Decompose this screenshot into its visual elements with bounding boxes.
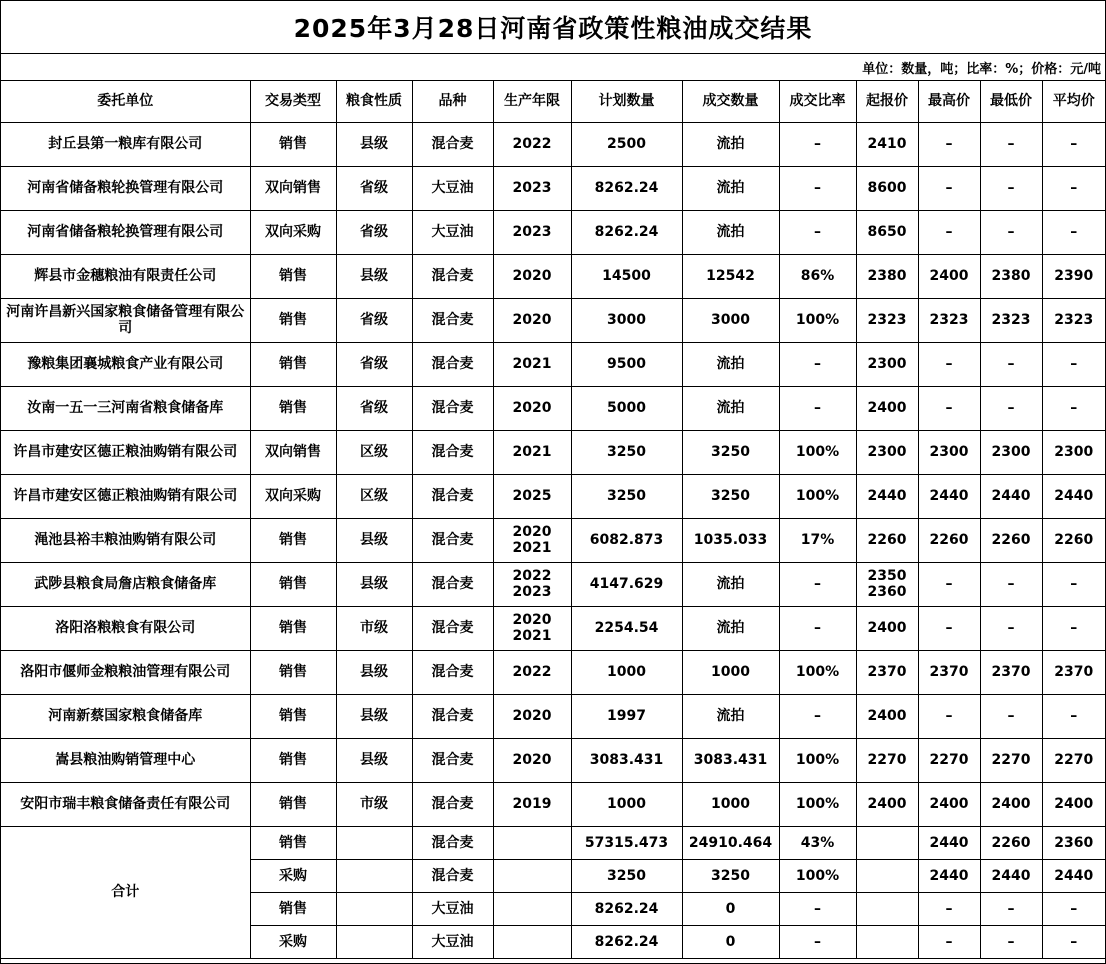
average-price-cell: – [1042, 562, 1105, 606]
grain-nature-cell: 省级 [336, 166, 412, 210]
deal-ratio-cell: – [779, 386, 856, 430]
starting-price-cell: 2400 [856, 606, 918, 650]
grain-nature-cell [336, 892, 412, 925]
average-price-cell: – [1042, 925, 1105, 958]
deal-ratio-cell: 17% [779, 518, 856, 562]
average-price-cell: – [1042, 342, 1105, 386]
trade-type-cell: 销售 [250, 738, 336, 782]
grain-nature-cell [336, 826, 412, 859]
deal-ratio-cell: – [779, 342, 856, 386]
trade-type-cell: 采购 [250, 859, 336, 892]
highest-price-cell: – [918, 925, 980, 958]
deal-ratio-cell: – [779, 122, 856, 166]
deal-ratio-cell: 100% [779, 650, 856, 694]
starting-price-cell: 2323 [856, 298, 918, 342]
lowest-price-cell: – [980, 925, 1042, 958]
average-price-cell: 2323 [1042, 298, 1105, 342]
table-row [1, 694, 1105, 738]
production-year-cell-line-2: 2021 [512, 540, 552, 556]
variety-cell: 混合麦 [412, 342, 493, 386]
starting-price-cell [856, 925, 918, 958]
highest-price-cell: – [918, 210, 980, 254]
lowest-price-cell: – [980, 694, 1042, 738]
highest-price-cell: 2440 [918, 474, 980, 518]
lowest-price-cell: – [980, 606, 1042, 650]
header-cell: 品种 [412, 81, 493, 122]
grain-nature-cell: 市级 [336, 782, 412, 826]
highest-price-cell: 2400 [918, 782, 980, 826]
variety-cell: 混合麦 [412, 694, 493, 738]
deal-ratio-cell: – [779, 925, 856, 958]
deal-ratio-cell: 86% [779, 254, 856, 298]
deal-quantity-cell: 1000 [682, 782, 779, 826]
trade-type-cell: 双向销售 [250, 430, 336, 474]
planned-quantity-cell: 1000 [571, 782, 682, 826]
entrusting-unit-cell: 渑池县裕丰粮油购销有限公司 [1, 518, 250, 562]
entrusting-unit-cell: 许昌市建安区德正粮油购销有限公司 [1, 474, 250, 518]
average-price-cell: – [1042, 892, 1105, 925]
planned-quantity-cell: 3000 [571, 298, 682, 342]
variety-cell: 大豆油 [412, 166, 493, 210]
production-year-cell: 2023 [493, 210, 571, 254]
lowest-price-cell: 2380 [980, 254, 1042, 298]
average-price-cell: 2360 [1042, 826, 1105, 859]
table-row [1, 298, 1105, 342]
deal-ratio-cell: 100% [779, 859, 856, 892]
deal-quantity-cell: 3250 [682, 474, 779, 518]
entrusting-unit-cell: 汝南一五一三河南省粮食储备库 [1, 386, 250, 430]
header-cell: 生产年限 [493, 81, 571, 122]
starting-price-cell [856, 859, 918, 892]
grain-nature-cell: 省级 [336, 210, 412, 254]
unit-note: 单位：数量，吨；比率：%；价格：元/吨 [1, 54, 1105, 81]
average-price-cell: – [1042, 606, 1105, 650]
starting-price-cell: 2400 [856, 386, 918, 430]
summary-row [1, 826, 1105, 859]
header-cell: 起报价 [856, 81, 918, 122]
highest-price-cell: 2270 [918, 738, 980, 782]
planned-quantity-cell: 8262.24 [571, 892, 682, 925]
production-year-cell: 2020 [493, 738, 571, 782]
deal-quantity-cell: 流拍 [682, 210, 779, 254]
average-price-cell: 2440 [1042, 859, 1105, 892]
lowest-price-cell: – [980, 386, 1042, 430]
highest-price-cell: – [918, 386, 980, 430]
table-row [1, 518, 1105, 562]
grain-nature-cell [336, 859, 412, 892]
starting-price-cell: 2400 [856, 782, 918, 826]
planned-quantity-cell: 3250 [571, 474, 682, 518]
trade-type-cell: 采购 [250, 925, 336, 958]
production-year-cell-line-1: 2020 [512, 524, 552, 540]
header-cell: 最高价 [918, 81, 980, 122]
trade-type-cell: 销售 [250, 518, 336, 562]
variety-cell: 混合麦 [412, 606, 493, 650]
average-price-cell: 2400 [1042, 782, 1105, 826]
production-year-cell: 2021 [493, 430, 571, 474]
deal-quantity-cell: 流拍 [682, 122, 779, 166]
deal-quantity-cell: 12542 [682, 254, 779, 298]
lowest-price-cell: – [980, 342, 1042, 386]
lowest-price-cell: 2440 [980, 859, 1042, 892]
variety-cell: 混合麦 [412, 826, 493, 859]
production-year-cell-line-2: 2023 [512, 584, 552, 600]
deal-quantity-cell: 3083.431 [682, 738, 779, 782]
starting-price-cell-line-2: 2360 [867, 584, 907, 600]
highest-price-cell: – [918, 892, 980, 925]
header-cell: 粮食性质 [336, 81, 412, 122]
deal-quantity-cell: 流拍 [682, 342, 779, 386]
production-year-cell-line-1: 2022 [512, 568, 552, 584]
deal-ratio-cell: 100% [779, 738, 856, 782]
trade-type-cell: 双向采购 [250, 474, 336, 518]
grain-nature-cell: 省级 [336, 342, 412, 386]
trade-type-cell: 销售 [250, 782, 336, 826]
deal-ratio-cell: 43% [779, 826, 856, 859]
planned-quantity-cell: 8262.24 [571, 925, 682, 958]
trade-type-cell: 销售 [250, 562, 336, 606]
production-year-cell: 2022 [493, 122, 571, 166]
trade-type-cell: 销售 [250, 826, 336, 859]
entrusting-unit-cell: 嵩县粮油购销管理中心 [1, 738, 250, 782]
trade-type-cell: 销售 [250, 606, 336, 650]
starting-price-cell: 2370 [856, 650, 918, 694]
starting-price-cell: 2380 [856, 254, 918, 298]
variety-cell: 混合麦 [412, 474, 493, 518]
planned-quantity-cell: 8262.24 [571, 210, 682, 254]
average-price-cell: 2270 [1042, 738, 1105, 782]
starting-price-cell [856, 562, 918, 606]
deal-quantity-cell: 流拍 [682, 386, 779, 430]
variety-cell: 大豆油 [412, 925, 493, 958]
planned-quantity-cell: 3250 [571, 430, 682, 474]
planned-quantity-cell: 57315.473 [571, 826, 682, 859]
entrusting-unit-cell: 洛阳市偃师金粮粮油管理有限公司 [1, 650, 250, 694]
table-row [1, 254, 1105, 298]
average-price-cell: – [1042, 122, 1105, 166]
starting-price-cell [856, 826, 918, 859]
entrusting-unit-cell: 河南新蔡国家粮食储备库 [1, 694, 250, 738]
deal-quantity-cell: 流拍 [682, 562, 779, 606]
production-year-cell [493, 892, 571, 925]
average-price-cell: 2440 [1042, 474, 1105, 518]
highest-price-cell: – [918, 562, 980, 606]
deal-quantity-cell: 1035.033 [682, 518, 779, 562]
deal-ratio-cell: – [779, 562, 856, 606]
header-cell: 成交数量 [682, 81, 779, 122]
table-row [1, 782, 1105, 826]
deal-quantity-cell: 0 [682, 925, 779, 958]
highest-price-cell: 2260 [918, 518, 980, 562]
trade-type-cell: 销售 [250, 254, 336, 298]
entrusting-unit-cell: 豫粮集团襄城粮食产业有限公司 [1, 342, 250, 386]
lowest-price-cell: 2260 [980, 826, 1042, 859]
table-row [1, 474, 1105, 518]
entrusting-unit-cell: 河南省储备粮轮换管理有限公司 [1, 166, 250, 210]
header-cell: 成交比率 [779, 81, 856, 122]
results-table [1, 81, 1105, 959]
planned-quantity-cell: 6082.873 [571, 518, 682, 562]
header-cell: 委托单位 [1, 81, 250, 122]
production-year-cell: 2023 [493, 166, 571, 210]
trade-type-cell: 销售 [250, 122, 336, 166]
entrusting-unit-cell: 封丘县第一粮库有限公司 [1, 122, 250, 166]
deal-ratio-cell: 100% [779, 474, 856, 518]
table-row [1, 122, 1105, 166]
variety-cell: 混合麦 [412, 430, 493, 474]
lowest-price-cell: – [980, 122, 1042, 166]
highest-price-cell: – [918, 694, 980, 738]
lowest-price-cell: 2323 [980, 298, 1042, 342]
entrusting-unit-cell: 武陟县粮食局詹店粮食储备库 [1, 562, 250, 606]
entrusting-unit-cell: 许昌市建安区德正粮油购销有限公司 [1, 430, 250, 474]
entrusting-unit-cell: 河南许昌新兴国家粮食储备管理有限公司 [1, 298, 250, 342]
variety-cell: 混合麦 [412, 650, 493, 694]
variety-cell: 混合麦 [412, 782, 493, 826]
starting-price-cell: 2410 [856, 122, 918, 166]
production-year-cell [493, 518, 571, 562]
variety-cell: 混合麦 [412, 518, 493, 562]
lowest-price-cell: – [980, 892, 1042, 925]
deal-ratio-cell: – [779, 694, 856, 738]
entrusting-unit-cell: 辉县市金穗粮油有限责任公司 [1, 254, 250, 298]
deal-quantity-cell: 24910.464 [682, 826, 779, 859]
starting-price-cell: 2270 [856, 738, 918, 782]
starting-price-cell: 2440 [856, 474, 918, 518]
deal-quantity-cell: 0 [682, 892, 779, 925]
variety-cell: 混合麦 [412, 738, 493, 782]
lowest-price-cell: – [980, 166, 1042, 210]
entrusting-unit-cell: 安阳市瑞丰粮食储备责任有限公司 [1, 782, 250, 826]
grain-nature-cell: 县级 [336, 518, 412, 562]
variety-cell: 大豆油 [412, 210, 493, 254]
variety-cell: 混合麦 [412, 386, 493, 430]
variety-cell: 混合麦 [412, 122, 493, 166]
table-row [1, 430, 1105, 474]
variety-cell: 大豆油 [412, 892, 493, 925]
summary-label-cell: 合计 [1, 826, 250, 958]
deal-quantity-cell: 流拍 [682, 694, 779, 738]
header-cell: 交易类型 [250, 81, 336, 122]
highest-price-cell: 2323 [918, 298, 980, 342]
variety-cell: 混合麦 [412, 562, 493, 606]
grain-nature-cell [336, 925, 412, 958]
lowest-price-cell: – [980, 562, 1042, 606]
grain-nature-cell: 县级 [336, 254, 412, 298]
grain-nature-cell: 区级 [336, 474, 412, 518]
highest-price-cell: – [918, 342, 980, 386]
starting-price-cell: 8600 [856, 166, 918, 210]
planned-quantity-cell: 2254.54 [571, 606, 682, 650]
planned-quantity-cell: 8262.24 [571, 166, 682, 210]
deal-quantity-cell: 3250 [682, 430, 779, 474]
deal-quantity-cell: 1000 [682, 650, 779, 694]
entrusting-unit-cell: 洛阳洛粮粮食有限公司 [1, 606, 250, 650]
lowest-price-cell: 2400 [980, 782, 1042, 826]
deal-ratio-cell: – [779, 892, 856, 925]
entrusting-unit-cell: 河南省储备粮轮换管理有限公司 [1, 210, 250, 254]
header-cell: 平均价 [1042, 81, 1105, 122]
highest-price-cell: 2440 [918, 826, 980, 859]
grain-nature-cell: 省级 [336, 298, 412, 342]
planned-quantity-cell: 3083.431 [571, 738, 682, 782]
lowest-price-cell: 2300 [980, 430, 1042, 474]
production-year-cell [493, 606, 571, 650]
average-price-cell: – [1042, 386, 1105, 430]
planned-quantity-cell: 4147.629 [571, 562, 682, 606]
production-year-cell: 2019 [493, 782, 571, 826]
production-year-cell [493, 562, 571, 606]
grain-nature-cell: 县级 [336, 694, 412, 738]
deal-quantity-cell: 3250 [682, 859, 779, 892]
variety-cell: 混合麦 [412, 298, 493, 342]
deal-ratio-cell: 100% [779, 430, 856, 474]
deal-quantity-cell: 流拍 [682, 606, 779, 650]
deal-ratio-cell: – [779, 166, 856, 210]
table-row [1, 562, 1105, 606]
page-title: 2025年3月28日河南省政策性粮油成交结果 [1, 1, 1105, 54]
starting-price-cell: 2300 [856, 342, 918, 386]
trade-type-cell: 销售 [250, 694, 336, 738]
grain-nature-cell: 县级 [336, 738, 412, 782]
production-year-cell: 2020 [493, 694, 571, 738]
grain-nature-cell: 市级 [336, 606, 412, 650]
starting-price-cell: 8650 [856, 210, 918, 254]
table-row [1, 738, 1105, 782]
deal-quantity-cell: 3000 [682, 298, 779, 342]
planned-quantity-cell: 5000 [571, 386, 682, 430]
average-price-cell: 2260 [1042, 518, 1105, 562]
trade-type-cell: 销售 [250, 386, 336, 430]
average-price-cell: – [1042, 694, 1105, 738]
lowest-price-cell: 2370 [980, 650, 1042, 694]
starting-price-cell [856, 892, 918, 925]
grain-nature-cell: 县级 [336, 650, 412, 694]
highest-price-cell: – [918, 166, 980, 210]
production-year-cell: 2022 [493, 650, 571, 694]
deal-ratio-cell: 100% [779, 782, 856, 826]
production-year-cell: 2021 [493, 342, 571, 386]
variety-cell: 混合麦 [412, 254, 493, 298]
production-year-cell [493, 859, 571, 892]
table-row [1, 342, 1105, 386]
planned-quantity-cell: 1997 [571, 694, 682, 738]
highest-price-cell: 2400 [918, 254, 980, 298]
trade-type-cell: 双向采购 [250, 210, 336, 254]
grain-nature-cell: 县级 [336, 562, 412, 606]
lowest-price-cell: 2260 [980, 518, 1042, 562]
grain-nature-cell: 区级 [336, 430, 412, 474]
table-row [1, 386, 1105, 430]
deal-quantity-cell: 流拍 [682, 166, 779, 210]
table-row [1, 606, 1105, 650]
production-year-cell [493, 826, 571, 859]
production-year-cell: 2020 [493, 254, 571, 298]
planned-quantity-cell: 2500 [571, 122, 682, 166]
planned-quantity-cell: 14500 [571, 254, 682, 298]
production-year-cell-line-2: 2021 [512, 628, 552, 644]
trade-type-cell: 双向销售 [250, 166, 336, 210]
deal-ratio-cell: 100% [779, 298, 856, 342]
production-year-cell-line-1: 2020 [512, 612, 552, 628]
variety-cell: 混合麦 [412, 859, 493, 892]
planned-quantity-cell: 9500 [571, 342, 682, 386]
lowest-price-cell: – [980, 210, 1042, 254]
grain-nature-cell: 县级 [336, 122, 412, 166]
highest-price-cell: 2440 [918, 859, 980, 892]
trade-type-cell: 销售 [250, 342, 336, 386]
production-year-cell: 2025 [493, 474, 571, 518]
table-row [1, 210, 1105, 254]
highest-price-cell: 2370 [918, 650, 980, 694]
average-price-cell: – [1042, 166, 1105, 210]
highest-price-cell: – [918, 606, 980, 650]
average-price-cell: 2370 [1042, 650, 1105, 694]
highest-price-cell: – [918, 122, 980, 166]
deal-ratio-cell: – [779, 606, 856, 650]
trade-type-cell: 销售 [250, 298, 336, 342]
starting-price-cell: 2300 [856, 430, 918, 474]
average-price-cell: 2390 [1042, 254, 1105, 298]
grain-nature-cell: 省级 [336, 386, 412, 430]
lowest-price-cell: 2440 [980, 474, 1042, 518]
highest-price-cell: 2300 [918, 430, 980, 474]
trade-type-cell: 销售 [250, 650, 336, 694]
starting-price-cell: 2260 [856, 518, 918, 562]
starting-price-cell: 2400 [856, 694, 918, 738]
header-cell: 计划数量 [571, 81, 682, 122]
average-price-cell: 2300 [1042, 430, 1105, 474]
header-cell: 最低价 [980, 81, 1042, 122]
table-row [1, 166, 1105, 210]
average-price-cell: – [1042, 210, 1105, 254]
production-year-cell: 2020 [493, 298, 571, 342]
production-year-cell [493, 925, 571, 958]
planned-quantity-cell: 1000 [571, 650, 682, 694]
trade-type-cell: 销售 [250, 892, 336, 925]
table-row [1, 650, 1105, 694]
planned-quantity-cell: 3250 [571, 859, 682, 892]
starting-price-cell-line-1: 2350 [867, 568, 907, 584]
lowest-price-cell: 2270 [980, 738, 1042, 782]
deal-ratio-cell: – [779, 210, 856, 254]
header-row [1, 81, 1105, 122]
production-year-cell: 2020 [493, 386, 571, 430]
